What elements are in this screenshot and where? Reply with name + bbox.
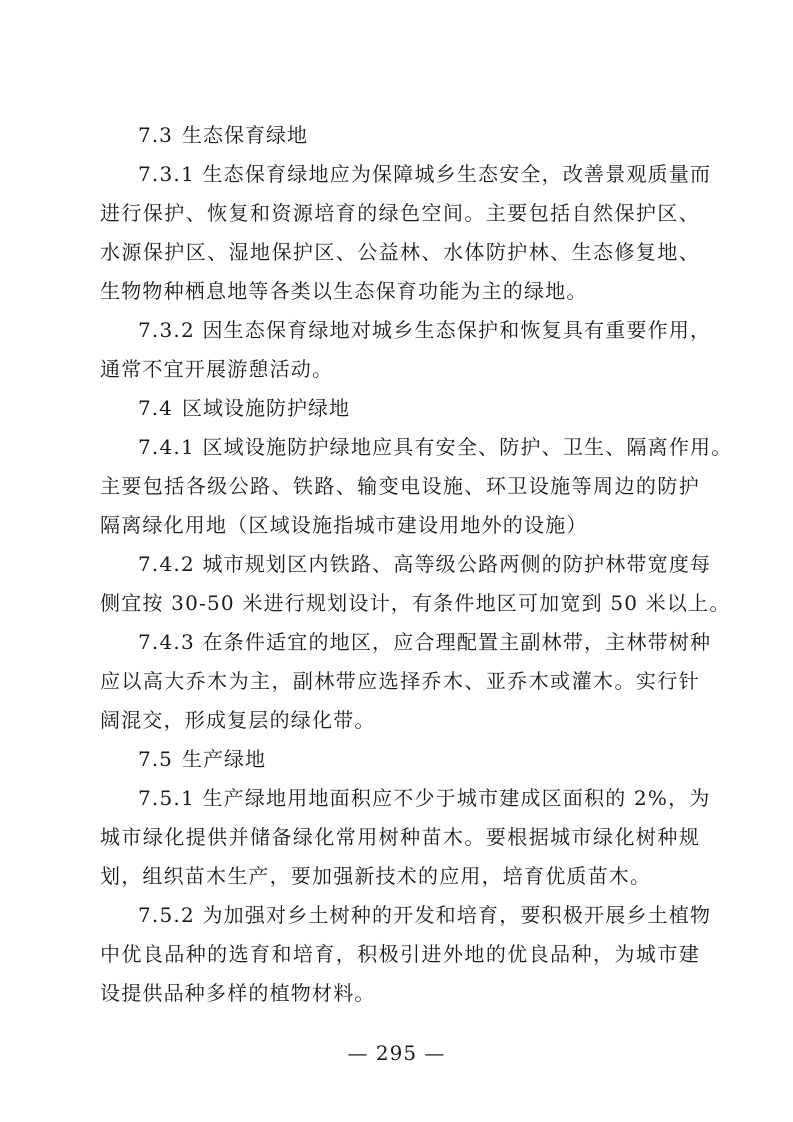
paragraph-line: 侧宜按 30-50 米进行规划设计，有条件地区可加宽到 50 米以上。: [100, 591, 731, 615]
paragraph-line: 水源保护区、湿地保护区、公益林、水体防护林、生态修复地、: [100, 240, 700, 264]
paragraph-line: 7.3.2 因生态保育绿地对城乡生态保护和恢复具有重要作用，: [138, 318, 712, 342]
paragraph-line: 中优良品种的选育和培育，积极引进外地的优良品种，为城市建: [100, 942, 700, 966]
paragraph-line: 7.5.1 生产绿地用地面积应不少于城市建成区面积的 2%，为: [138, 786, 711, 810]
paragraph-line: 设提供品种多样的植物材料。: [100, 981, 376, 1005]
section-number: 7.3: [138, 123, 173, 147]
paragraph-line: 主要包括各级公路、铁路、输变电设施、环卫设施等周边的防护: [100, 474, 700, 498]
paragraph-line: 7.4.2 城市规划区内铁路、高等级公路两侧的防护林带宽度每: [138, 552, 712, 576]
paragraph-line: 阔混交，形成复层的绿化带。: [100, 708, 376, 732]
section-title: 生产绿地: [182, 747, 266, 771]
section-heading-7-3: [138, 121, 738, 149]
page-number: — 295 —: [347, 1041, 446, 1065]
paragraph-line: 7.4.3 在条件适宜的地区，应合理配置主副林带，主林带树种: [138, 630, 712, 654]
paragraph-line: 通常不宜开展游憩活动。: [100, 357, 334, 381]
paragraph-line: 7.5.2 为加强对乡土树种的开发和培育，要积极开展乡土植物: [138, 903, 712, 927]
section-number: 7.5: [138, 747, 173, 771]
section-heading-7-5: [138, 745, 738, 773]
paragraph-line: 城市绿化提供并储备绿化常用树种苗木。要根据城市绿化树种规: [100, 825, 700, 849]
paragraph-line: 隔离绿化用地（区域设施指城市建设用地外的设施）: [100, 513, 588, 537]
paragraph-line: 划，组织苗木生产，要加强新技术的应用，培育优质苗木。: [100, 864, 652, 888]
paragraph-line: 进行保护、恢复和资源培育的绿色空间。主要包括自然保护区、: [100, 201, 700, 225]
section-title: 区域设施防护绿地: [182, 396, 350, 420]
section-number: 7.4: [138, 396, 173, 420]
section-heading-7-4: [138, 394, 738, 422]
paragraph-line: 7.3.1 生态保育绿地应为保障城乡生态安全，改善景观质量而: [138, 162, 712, 186]
paragraph-line: 7.4.1 区域设施防护绿地应具有安全、防护、卫生、隔离作用。: [138, 435, 733, 459]
paragraph-line: 生物物种栖息地等各类以生态保育功能为主的绿地。: [100, 279, 588, 303]
paragraph-line: 应以高大乔木为主，副林带应选择乔木、亚乔木或灌木。实行针: [100, 669, 700, 693]
section-title: 生态保育绿地: [182, 123, 308, 147]
